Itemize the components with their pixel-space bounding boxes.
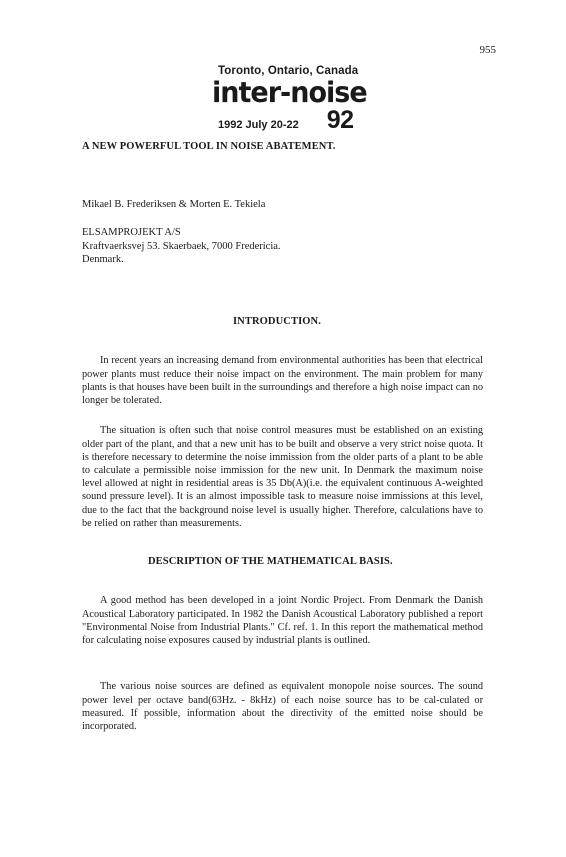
affiliation-country: Denmark.	[82, 254, 124, 265]
body-paragraph: The situation is often such that noise control measures must be established on an existing older part of the plant, and that a new unit has to be built and observe a very strict noise quota. It is therefore necessary to determine the noise immission from the older parts of a plant to be able to calculate a permissible noise immission for the new unit. In Denmark the maximum noise level allowed at night in residential areas is 35 Db(A)(i.e. the equivalent continuous A-weighted sound pressure level). It is an almost impossible task to measure noise immissions at this level, due to the fact that the background noise level is usually higher. Therefore, calculations have to be relied on rather than measurements.	[82, 425, 483, 529]
paper-title: A NEW POWERFUL TOOL IN NOISE ABATEMENT.	[82, 141, 336, 152]
section-heading-introduction: INTRODUCTION.	[233, 316, 321, 327]
author-affiliation	[82, 226, 281, 267]
page-number: 955	[479, 44, 496, 56]
section-heading-mathematical-basis: DESCRIPTION OF THE MATHEMATICAL BASIS.	[148, 556, 393, 567]
conference-logo: inter-noise	[212, 76, 367, 110]
conference-dates: 1992 July 20-22	[218, 119, 299, 131]
conference-year: 92	[326, 106, 354, 134]
affiliation-organization: ELSAMPROJEKT A/S	[82, 227, 181, 238]
affiliation-address: Kraftvaerksvej 53. Skaerbaek, 7000 Fredericia.	[82, 240, 281, 252]
body-paragraph: The various noise sources are defined as equivalent monopole noise sources. The sound power level per octave band(63Hz. - 8kHz) of each noise source has to be cal-culated or measured. If possible, information about the directivity of the emitted noise should be incorporated.	[82, 681, 483, 732]
paper-authors: Mikael B. Frederiksen & Morten E. Tekiela	[82, 199, 266, 210]
conference-header	[212, 65, 372, 134]
body-paragraph: In recent years an increasing demand from environmental authorities has been that electrical power plants must reduce their noise impact on the environment. The main problem for many plants is that houses have been built in the surroundings and therefore a high noise impact can no longer be tolerated.	[82, 355, 483, 406]
conference-location: Toronto, Ontario, Canada	[218, 65, 359, 77]
conference-dates-row	[212, 106, 372, 134]
body-paragraph: A good method has been developed in a joint Nordic Project. From Denmark the Danish Acoustical Laboratory participated. In 1982 the Danish Acoustical Laboratory published a report "Environmental Noise from Industrial Plants." Cf. ref. 1. In this report the mathematical method for calculating noise exposures caused by industrial plants is outlined.	[82, 595, 483, 646]
